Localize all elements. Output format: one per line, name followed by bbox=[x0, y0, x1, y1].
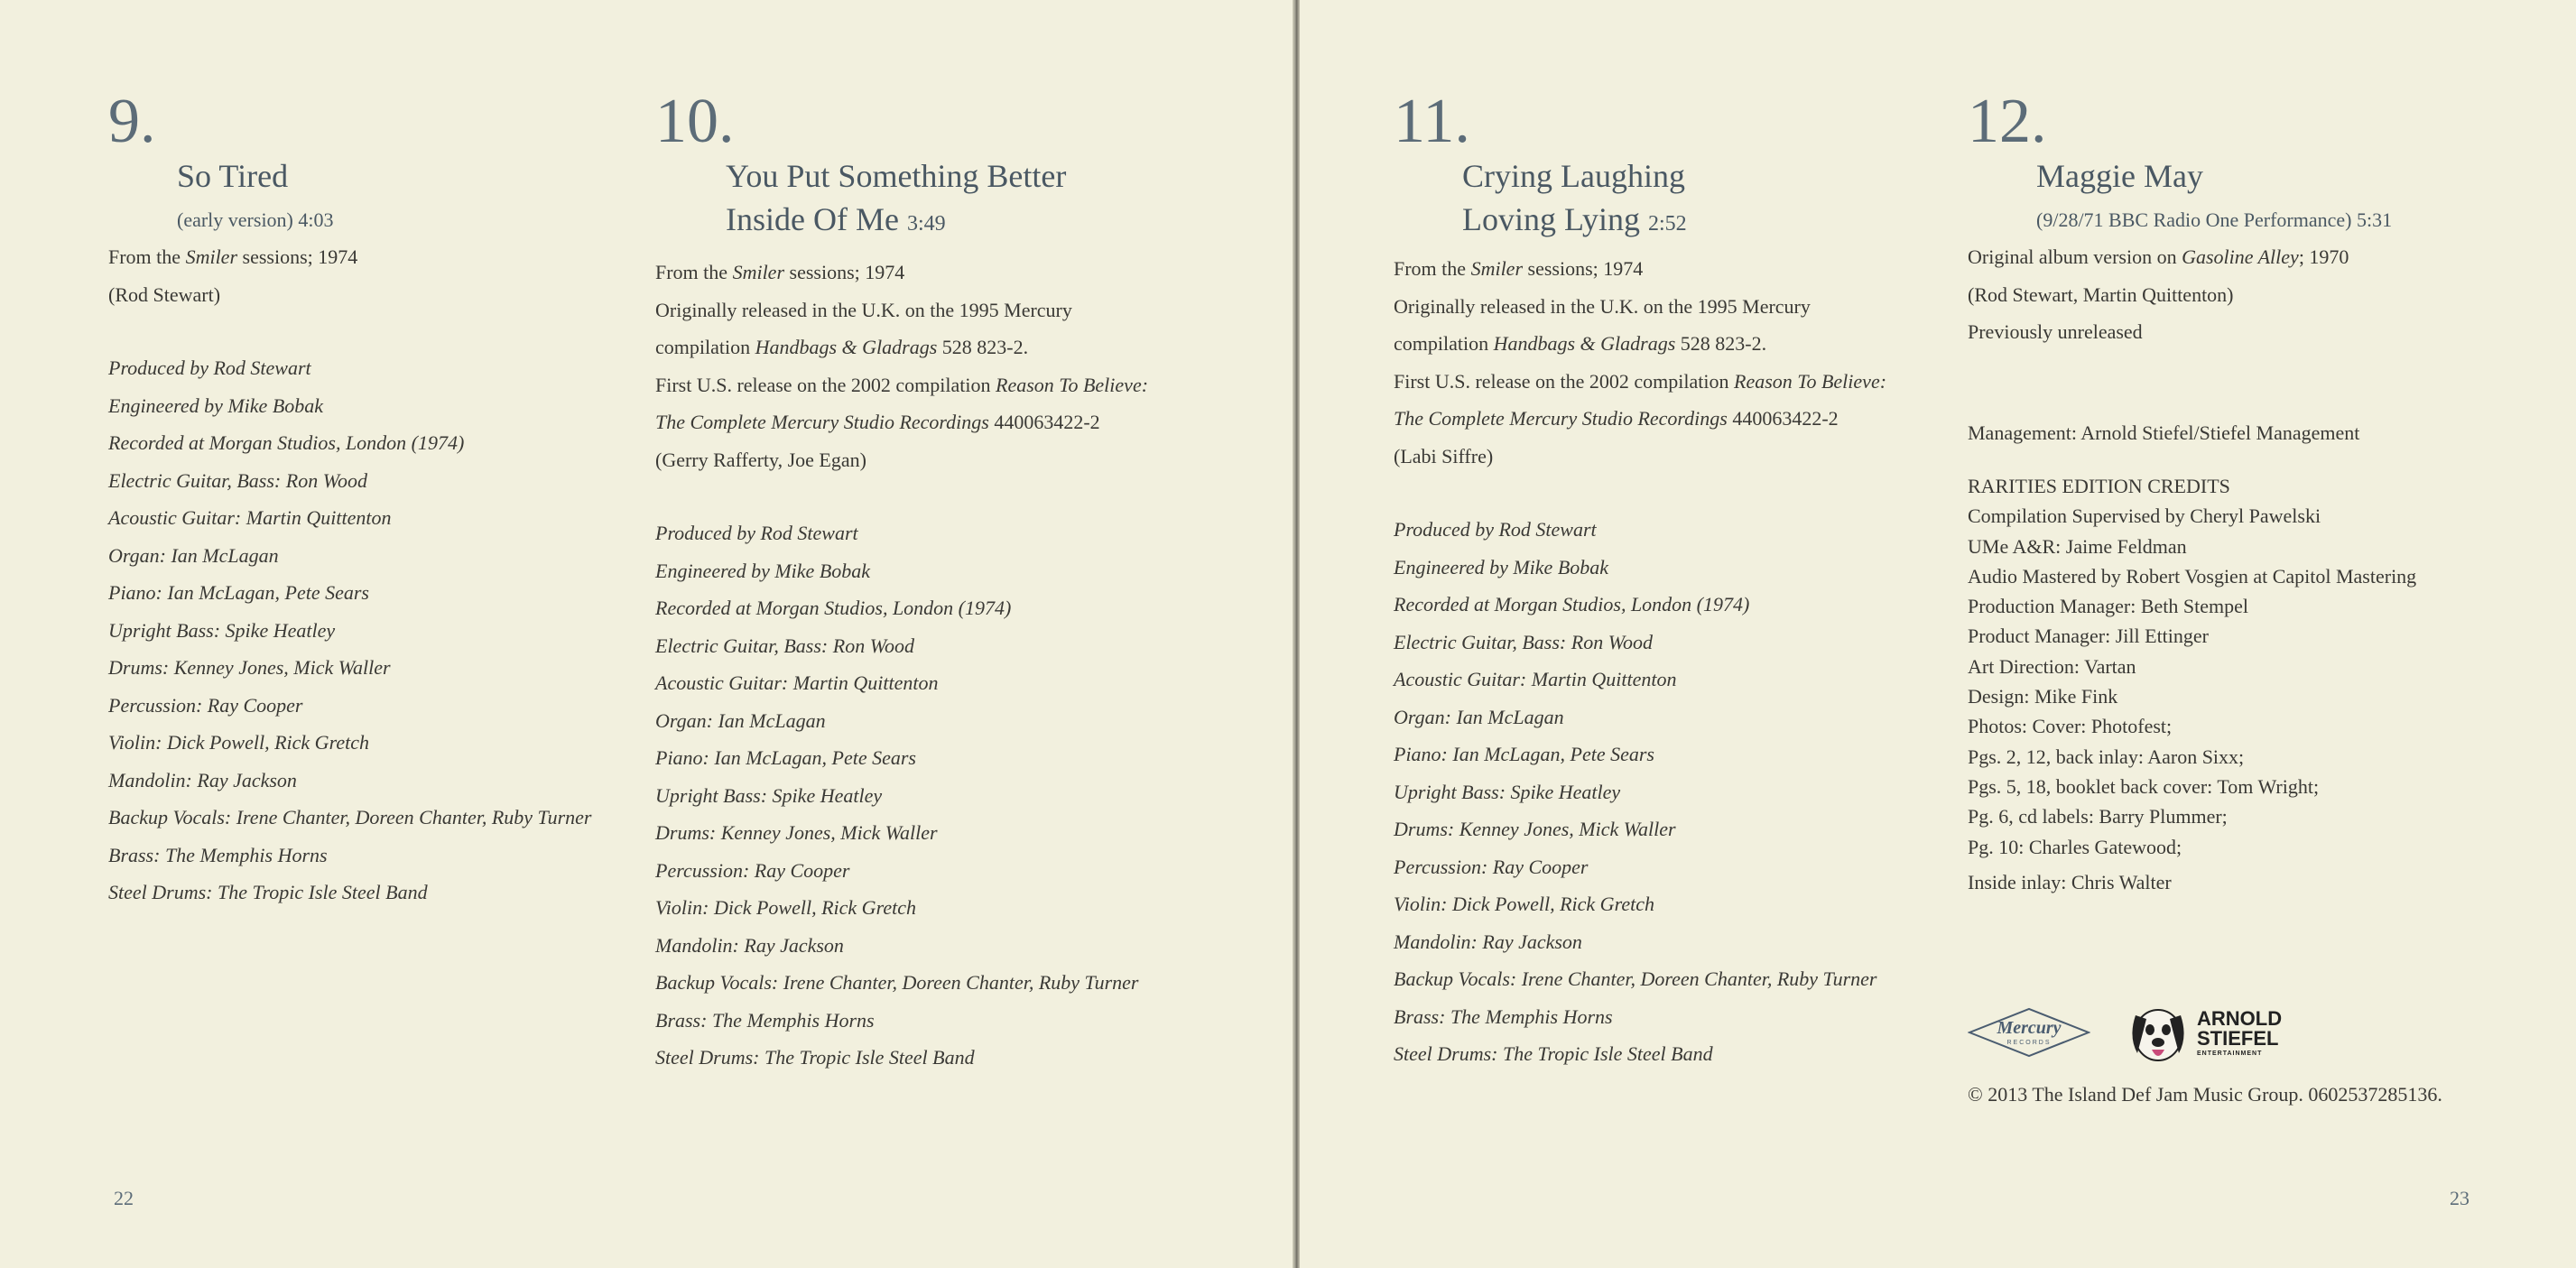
credit-line: Drums: Kenney Jones, Mick Waller bbox=[655, 821, 938, 844]
credit-line: Engineered by Mike Bobak bbox=[108, 393, 324, 417]
track-credits bbox=[655, 514, 1148, 1077]
track-title: Crying Laughing bbox=[1462, 158, 1685, 194]
credit-line: Acoustic Guitar: Martin Quittenton bbox=[655, 671, 939, 694]
credit-line: Recorded at Morgan Studios, London (1974) bbox=[655, 597, 1012, 619]
info-line: First U.S. release on the 2002 compilation Reason To Believe: bbox=[655, 373, 1149, 396]
rarities-line: Audio Mastered by Robert Vosgien at Capitol Mastering bbox=[1968, 564, 2417, 588]
credit-line: Organ: Ian McLagan bbox=[108, 543, 279, 567]
credit-line: Produced by Rod Stewart bbox=[1394, 518, 1597, 541]
rarities-line: Pg. 10: Charles Gatewood; bbox=[1968, 835, 2182, 858]
rarities-heading: RARITIES EDITION CREDITS bbox=[1968, 475, 2230, 497]
track-info bbox=[108, 238, 591, 313]
track-info bbox=[655, 254, 1148, 478]
info-line: Originally released in the U.K. on the 1995 Mercury bbox=[1394, 294, 1811, 318]
credit-line: Electric Guitar, Bass: Ron Wood bbox=[108, 468, 367, 492]
credit-line: Brass: The Memphis Horns bbox=[108, 843, 328, 866]
credit-line: Percussion: Ray Cooper bbox=[108, 693, 303, 717]
rarities-line: Product Manager: Jill Ettinger bbox=[1968, 625, 2209, 648]
track-number: 11. bbox=[1394, 87, 1470, 156]
credit-line: Steel Drums: The Tropic Isle Steel Band bbox=[1394, 1042, 1713, 1065]
credit-line: Produced by Rod Stewart bbox=[108, 356, 311, 379]
credit-line: Violin: Dick Powell, Rick Gretch bbox=[108, 731, 369, 754]
track-9 bbox=[108, 87, 592, 912]
info-line: The Complete Mercury Studio Recordings 440063422-2 bbox=[655, 411, 1100, 433]
track-10 bbox=[655, 87, 1149, 1077]
info-line: (Rod Stewart, Martin Quittenton) bbox=[1968, 282, 2234, 306]
track-info bbox=[1968, 238, 2416, 351]
credit-line: Brass: The Memphis Horns bbox=[1394, 1004, 1613, 1028]
info-line: Original album version on Gasoline Alley; 1970 bbox=[1968, 245, 2349, 268]
rarities-line: Inside inlay: Chris Walter bbox=[1968, 870, 2172, 893]
info-line: (Gerry Rafferty, Joe Egan) bbox=[655, 448, 866, 471]
arnold-stiefel-logo: ARNOLD STIEFEL ENTERTAINMENT bbox=[2197, 1006, 2283, 1057]
info-line: Originally released in the U.K. on the 1995 Mercury bbox=[655, 298, 1072, 321]
credit-line: Violin: Dick Powell, Rick Gretch bbox=[1394, 893, 1654, 915]
info-line: From the Smiler sessions; 1974 bbox=[1394, 257, 1644, 280]
rarities-line: Photos: Cover: Photofest; bbox=[1968, 715, 2173, 738]
rarities-line: UMe A&R: Jaime Feldman bbox=[1968, 534, 2187, 558]
credit-line: Piano: Ian McLagan, Pete Sears bbox=[108, 581, 369, 604]
track-number: 12. bbox=[1968, 87, 2047, 156]
credit-line: Engineered by Mike Bobak bbox=[655, 559, 871, 582]
rarities-credits bbox=[1968, 471, 2416, 897]
credit-line: Produced by Rod Stewart bbox=[655, 522, 858, 544]
credit-line: Drums: Kenney Jones, Mick Waller bbox=[108, 656, 391, 679]
rarities-line: Production Manager: Beth Stempel bbox=[1968, 595, 2248, 618]
credit-line: Recorded at Morgan Studios, London (1974) bbox=[108, 431, 465, 454]
track-info bbox=[1394, 250, 1886, 475]
track-subtitle: (9/28/71 BBC Radio One Performance) 5:31 bbox=[2036, 208, 2393, 231]
track-credits bbox=[108, 349, 591, 912]
label-logos bbox=[1968, 997, 2282, 1068]
info-line: (Rod Stewart) bbox=[108, 282, 221, 306]
copyright: © 2013 The Island Def Jam Music Group. 0602537285136. bbox=[1968, 1083, 2442, 1106]
track-title-line-2: Inside Of Me 3:49 bbox=[726, 201, 946, 237]
rarities-line: Pgs. 2, 12, back inlay: Aaron Sixx; bbox=[1968, 745, 2245, 768]
credit-line: Brass: The Memphis Horns bbox=[655, 1008, 875, 1032]
info-line: From the Smiler sessions; 1974 bbox=[655, 261, 905, 283]
track-duration: 2:52 bbox=[1648, 212, 1687, 236]
credit-line: Upright Bass: Spike Heatley bbox=[655, 783, 883, 807]
info-line: compilation Handbags & Gladrags 528 823-2. bbox=[655, 336, 1029, 358]
track-number: 9. bbox=[108, 87, 156, 156]
credit-line: Backup Vocals: Irene Chanter, Doreen Chanter, Ruby Turner bbox=[655, 971, 1139, 994]
info-line: First U.S. release on the 2002 compilation Reason To Believe: bbox=[1394, 369, 1887, 393]
credit-line: Steel Drums: The Tropic Isle Steel Band bbox=[108, 881, 428, 903]
credit-line: Mandolin: Ray Jackson bbox=[1394, 930, 1582, 953]
page-number-left: 22 bbox=[114, 1187, 134, 1209]
track-title: So Tired bbox=[177, 158, 289, 194]
management-credit: Management: Arnold Stiefel/Stiefel Management bbox=[1968, 421, 2360, 444]
credit-line: Backup Vocals: Irene Chanter, Doreen Chanter, Ruby Turner bbox=[108, 806, 592, 828]
credit-line: Percussion: Ray Cooper bbox=[1394, 855, 1589, 878]
credit-line: Upright Bass: Spike Heatley bbox=[108, 618, 336, 642]
credit-line: Percussion: Ray Cooper bbox=[655, 858, 850, 882]
credit-line: Backup Vocals: Irene Chanter, Doreen Chanter, Ruby Turner bbox=[1394, 967, 1877, 990]
track-duration: 3:49 bbox=[906, 212, 946, 236]
booklet-spine bbox=[1293, 0, 1300, 1268]
rarities-line: Pg. 6, cd labels: Barry Plummer; bbox=[1968, 805, 2228, 828]
info-line: compilation Handbags & Gladrags 528 823-2. bbox=[1394, 332, 1767, 355]
track-title-line-2: Loving Lying 2:52 bbox=[1462, 201, 1687, 237]
credit-line: Piano: Ian McLagan, Pete Sears bbox=[1394, 743, 1654, 765]
info-line: Previously unreleased bbox=[1968, 320, 2143, 343]
rarities-line: Pgs. 5, 18, booklet back cover: Tom Wright; bbox=[1968, 774, 2320, 798]
credit-line: Electric Guitar, Bass: Ron Wood bbox=[655, 634, 914, 657]
credit-line: Violin: Dick Powell, Rick Gretch bbox=[655, 896, 916, 919]
track-11 bbox=[1394, 87, 1887, 1073]
track-title: Maggie May bbox=[2036, 158, 2203, 194]
track-number: 10. bbox=[655, 87, 735, 156]
track-credits bbox=[1394, 511, 1886, 1073]
mercury-logo: Mercury RECORDS bbox=[1968, 1005, 2090, 1060]
credit-line: Engineered by Mike Bobak bbox=[1394, 555, 1609, 578]
info-line: From the Smiler sessions; 1974 bbox=[108, 245, 358, 268]
credit-line: Mandolin: Ray Jackson bbox=[108, 768, 297, 791]
credit-line: Drums: Kenney Jones, Mick Waller bbox=[1394, 818, 1676, 840]
credit-line: Upright Bass: Spike Heatley bbox=[1394, 780, 1621, 803]
credit-line: Recorded at Morgan Studios, London (1974) bbox=[1394, 593, 1750, 615]
rarities-line: Design: Mike Fink bbox=[1968, 685, 2118, 708]
dog-mascot-icon bbox=[2125, 997, 2191, 1068]
track-subtitle: (early version) 4:03 bbox=[177, 208, 334, 231]
credit-line: Acoustic Guitar: Martin Quittenton bbox=[1394, 668, 1677, 690]
credit-line: Acoustic Guitar: Martin Quittenton bbox=[108, 506, 392, 529]
rarities-line: Compilation Supervised by Cheryl Pawelski bbox=[1968, 504, 2321, 528]
rarities-line: Art Direction: Vartan bbox=[1968, 654, 2136, 678]
credit-line: Steel Drums: The Tropic Isle Steel Band bbox=[655, 1046, 975, 1069]
credit-line: Mandolin: Ray Jackson bbox=[655, 933, 844, 957]
info-line: The Complete Mercury Studio Recordings 440063422-2 bbox=[1394, 407, 1839, 430]
credit-line: Piano: Ian McLagan, Pete Sears bbox=[655, 746, 916, 769]
credit-line: Organ: Ian McLagan bbox=[655, 708, 826, 732]
track-12 bbox=[1968, 87, 2417, 897]
info-line: (Labi Siffre) bbox=[1394, 444, 1494, 467]
track-title: You Put Something Better bbox=[726, 158, 1067, 194]
credit-line: Organ: Ian McLagan bbox=[1394, 705, 1564, 728]
credit-line: Electric Guitar, Bass: Ron Wood bbox=[1394, 630, 1653, 653]
page-number-right: 23 bbox=[2450, 1187, 2469, 1209]
